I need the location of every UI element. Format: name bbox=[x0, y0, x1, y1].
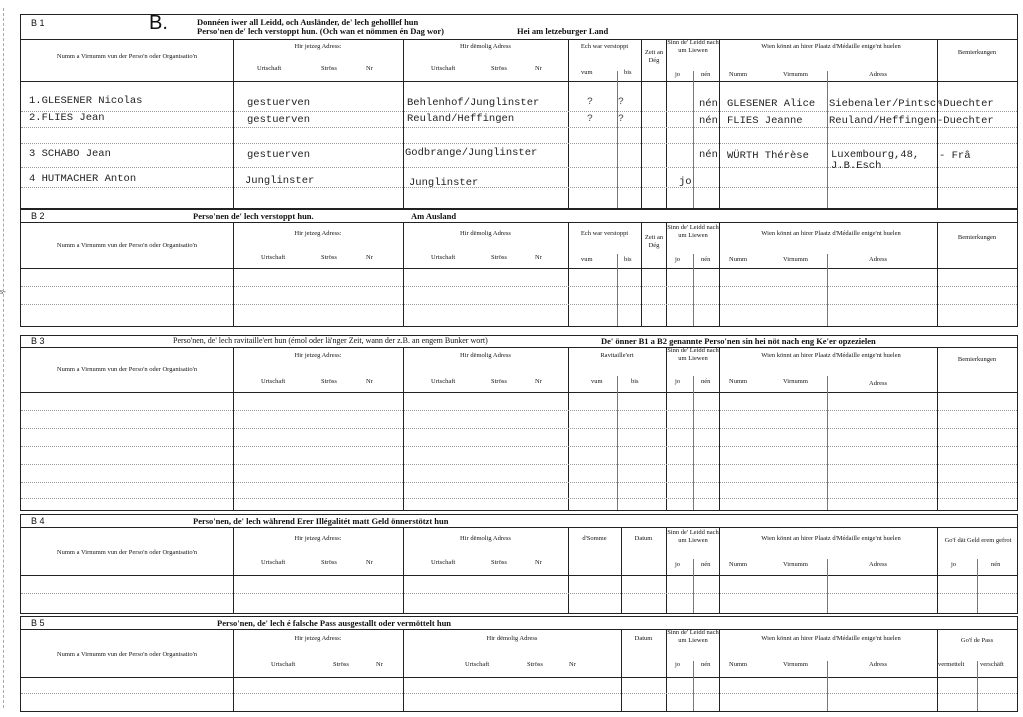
alive-header: Sinn de' Leidd nach um Liewen bbox=[667, 39, 719, 54]
street-header: Ströss bbox=[491, 254, 507, 261]
town-header: Urtschaft bbox=[271, 661, 296, 668]
hid-header: Ech war verstoppt bbox=[580, 43, 629, 50]
alive-header: Sinn de' Leidd nach um Liewen bbox=[667, 347, 719, 362]
town-header: Urtschaft bbox=[261, 378, 286, 385]
to-header: bis bbox=[631, 378, 639, 385]
yes-header: jo bbox=[951, 561, 957, 568]
no-header: nén bbox=[701, 71, 711, 78]
row1-medal-name: GLESENER Alice bbox=[727, 98, 816, 110]
section-b1 bbox=[20, 14, 1018, 209]
nr-header: Nr bbox=[366, 65, 373, 72]
no-header: nén bbox=[701, 661, 711, 668]
name-header: Numm bbox=[729, 561, 748, 568]
current-address-header: Hir jetzeg Adress: bbox=[294, 535, 342, 542]
row3-name: 3 SCHABO Jean bbox=[29, 148, 111, 160]
medal-header: Wien könnt an hirer Plaatz d'Médaille entge'nt huelen bbox=[761, 43, 901, 50]
row3-former: Godbrange/Junglinster bbox=[405, 147, 538, 159]
name-header: Numm bbox=[729, 256, 748, 263]
nr-header: Nr bbox=[569, 661, 576, 668]
firstname-header: Virnumm bbox=[783, 561, 808, 568]
address-header: Adress bbox=[869, 71, 888, 78]
firstname-header: Virnumm bbox=[783, 71, 808, 78]
medal-header: Wien könnt an hirer Plaatz d'Médaille entge'nt huelen bbox=[761, 352, 901, 359]
nr-header: Nr bbox=[535, 378, 542, 385]
from-header: vum bbox=[581, 69, 593, 76]
address-header: Adress bbox=[869, 256, 888, 263]
row1-remark: -Duechter bbox=[937, 98, 994, 110]
name-column-header: Numm a Virnumm vun der Perso'n oder Organisatio'n bbox=[56, 242, 198, 249]
yes-header: jo bbox=[675, 661, 681, 668]
row1-from: ? bbox=[587, 97, 594, 108]
row2-no: nén bbox=[699, 115, 718, 127]
street-header: Ströss bbox=[491, 559, 507, 566]
hid-header: Ech war verstoppt bbox=[580, 230, 629, 237]
firstname-header: Virnumm bbox=[783, 661, 808, 668]
nr-header: Nr bbox=[366, 559, 373, 566]
current-address-header: Hir jetzeg Adress: bbox=[294, 43, 342, 50]
street-header: Ströss bbox=[321, 254, 337, 261]
row1-medal-addr: Siebenaler/Pintsch bbox=[829, 98, 943, 110]
row2-to: ? bbox=[618, 114, 625, 125]
firstname-header: Virnumm bbox=[783, 256, 808, 263]
pass-header: Go'f de Pass bbox=[960, 637, 994, 644]
from-header: vum bbox=[581, 256, 593, 263]
row2-cur-town: gestuerven bbox=[247, 114, 311, 126]
section-b3 bbox=[20, 335, 1018, 511]
town-header: Urtschaft bbox=[261, 559, 286, 566]
firstname-header: Virnumm bbox=[783, 378, 808, 385]
street-header: Ströss bbox=[321, 65, 337, 72]
section-id: B 2 bbox=[31, 211, 45, 221]
street-header: Ströss bbox=[527, 661, 543, 668]
row1-former: Behlenhof/Junglinster bbox=[407, 97, 540, 109]
medal-header: Wien könnt an hirer Plaatz d'Médaille entge'nt huelen bbox=[761, 635, 901, 642]
street-header: Ströss bbox=[321, 559, 337, 566]
margin-label: s- bbox=[0, 287, 6, 296]
no-header: nén bbox=[991, 561, 1001, 568]
yes-header: jo bbox=[675, 561, 681, 568]
section-id: B 1 bbox=[31, 18, 45, 28]
mediated-header: verschäft bbox=[980, 661, 1004, 668]
row1-no: nén bbox=[699, 98, 718, 110]
street-header: Ströss bbox=[491, 65, 507, 72]
town-header: Urtschaft bbox=[261, 254, 286, 261]
remarks-header: Bemierkungen bbox=[957, 234, 997, 241]
row1-name: 1.GLESENER Nicolas bbox=[29, 95, 143, 107]
row4-yes: jo bbox=[679, 176, 692, 188]
name-column-header: Numm a Virnumm vun der Perso'n oder Organisatio'n bbox=[56, 366, 198, 373]
nr-header: Nr bbox=[535, 65, 542, 72]
form-letter: B. bbox=[149, 12, 168, 34]
section-b2 bbox=[20, 209, 1018, 327]
row3-medal-addr: Luxembourg,48, J.B.Esch bbox=[831, 149, 920, 172]
town-header: Urtschaft bbox=[431, 254, 456, 261]
section-title: Perso'nen, de' lech während Erer Illégalitét matt Geld önnerstötzt hun bbox=[193, 516, 449, 526]
nr-header: Nr bbox=[376, 661, 383, 668]
address-header: Adress bbox=[869, 661, 888, 668]
yes-header: jo bbox=[675, 71, 681, 78]
current-address-header: Hir jetzeg Adress: bbox=[294, 352, 342, 359]
current-address-header: Hir jetzeg Adress: bbox=[294, 230, 342, 237]
row4-cur-town: Junglinster bbox=[245, 175, 315, 187]
street-header: Ströss bbox=[321, 378, 337, 385]
town-header: Urtschaft bbox=[431, 65, 456, 72]
name-header: Numm bbox=[729, 71, 748, 78]
nr-header: Nr bbox=[535, 559, 542, 566]
no-header: nén bbox=[701, 256, 711, 263]
to-header: bis bbox=[624, 256, 632, 263]
street-header: Ströss bbox=[491, 378, 507, 385]
date-header: Datum bbox=[634, 635, 653, 642]
from-header: vum bbox=[591, 378, 603, 385]
no-header: nén bbox=[701, 561, 711, 568]
no-header: nén bbox=[701, 378, 711, 385]
row3-cur-town: gestuerven bbox=[247, 149, 311, 161]
section-b5 bbox=[20, 616, 1018, 712]
name-column-header: Numm a Virnumm vun der Perso'n oder Organisatio'n bbox=[56, 651, 198, 658]
name-header: Numm bbox=[729, 378, 748, 385]
row1-to: ? bbox=[618, 97, 625, 108]
section-id: B 4 bbox=[31, 516, 45, 526]
yes-header: jo bbox=[675, 378, 681, 385]
row2-from: ? bbox=[587, 114, 594, 125]
name-column-header: Numm a Virnumm vun der Perso'n oder Organisatio'n bbox=[56, 549, 198, 556]
street-header: Ströss bbox=[333, 661, 349, 668]
sum-header: d'Somme bbox=[582, 535, 607, 542]
row2-remark: -Duechter bbox=[937, 115, 994, 127]
section-title-place: Am Ausland bbox=[411, 211, 457, 221]
row4-former: Junglinster bbox=[409, 177, 479, 189]
row2-medal-addr: Reuland/Heffingen bbox=[829, 115, 937, 127]
row3-no: nén bbox=[699, 149, 718, 161]
row2-medal-name: FLIES Jeanne bbox=[727, 115, 803, 127]
row3-medal-name: WÜRTH Thérèse bbox=[727, 150, 809, 162]
nr-header: Nr bbox=[366, 378, 373, 385]
section-title: Perso'nen de' lech verstoppt hun. bbox=[193, 211, 314, 221]
section-title: Perso'nen, de' lech é falsche Pass ausgestallt oder vermöttelt hun bbox=[217, 618, 452, 628]
row2-former: Reuland/Heffingen bbox=[407, 113, 515, 125]
town-header: Urtschaft bbox=[431, 559, 456, 566]
time-header: Zeit an Dég bbox=[644, 234, 664, 249]
section-title: Perso'nen, de' lech ravitaille'ert hun (émol oder lä'nger Zeit, wann der z.B. an engem Bunker wort) bbox=[173, 336, 488, 345]
row2-name: 2.FLIES Jean bbox=[29, 112, 105, 124]
remarks-header: Bemierkungen bbox=[957, 356, 997, 363]
margin-line bbox=[3, 8, 5, 708]
former-address-header: Hir dëmolig Adress bbox=[486, 635, 538, 642]
town-header: Urtschaft bbox=[431, 378, 456, 385]
time-header: Zeit an Dég bbox=[644, 49, 664, 64]
date-header: Datum bbox=[634, 535, 653, 542]
to-header: bis bbox=[624, 69, 632, 76]
section-id: B 5 bbox=[31, 618, 45, 628]
section-title-place: Hei am letzeburger Land bbox=[517, 26, 609, 36]
section-title-line1: Donnéen iwer all Leidd, och Ausländer, de' lech geholllef hun bbox=[197, 17, 419, 27]
current-address-header: Hir jetzeg Adress: bbox=[294, 635, 342, 642]
row3-remark: - Frâ bbox=[939, 150, 971, 162]
section-b4 bbox=[20, 514, 1018, 614]
former-address-header: Hir dëmolig Adress bbox=[460, 43, 511, 50]
medal-header: Wien könnt an hirer Plaatz d'Médaille entge'nt huelen bbox=[761, 535, 901, 542]
section-title-line2: Perso'nen de' lech verstoppt hun. (Och wan et nömmen én Dag wor) bbox=[197, 26, 444, 36]
nr-header: Nr bbox=[366, 254, 373, 261]
supplied-header: Ravitaille'ert bbox=[600, 352, 634, 359]
remarks-header: Bemierkungen bbox=[957, 49, 997, 56]
refund-header: Go'f dät Geld erem gefrot bbox=[944, 537, 1012, 544]
medal-header: Wien könnt an hirer Plaatz d'Médaille entge'nt huelen bbox=[761, 230, 901, 237]
former-address-header: Hir dëmolig Adress bbox=[460, 535, 511, 542]
alive-header: Sinn de' Leidd nach um Liewen bbox=[667, 224, 719, 239]
section-id: B 3 bbox=[31, 336, 45, 346]
name-header: Numm bbox=[729, 661, 748, 668]
former-address-header: Hir dëmolig Adress bbox=[460, 230, 511, 237]
town-header: Urtschaft bbox=[257, 65, 282, 72]
former-address-header: Hir dëmolig Adress bbox=[460, 352, 511, 359]
alive-header: Sinn de' Leidd nach um Liewen bbox=[667, 529, 719, 544]
nr-header: Nr bbox=[535, 254, 542, 261]
section-note: De' önner B1 a B2 genannte Perso'nen sin hei nöt nach eng Ke'er opzezielen bbox=[601, 336, 876, 346]
row1-cur-town: gestuerven bbox=[247, 97, 311, 109]
yes-header: jo bbox=[675, 256, 681, 263]
alive-header: Sinn de' Leidd nach um Liewen bbox=[667, 629, 719, 644]
name-column-header: Numm a Virnumm vun der Perso'n oder Organisatio'n bbox=[56, 53, 198, 60]
town-header: Urtschaft bbox=[465, 661, 490, 668]
issued-header: vermettelt bbox=[938, 661, 965, 668]
row4-name: 4 HUTMACHER Anton bbox=[29, 173, 137, 185]
address-header: Adress bbox=[869, 380, 888, 387]
address-header: Adress bbox=[869, 561, 888, 568]
